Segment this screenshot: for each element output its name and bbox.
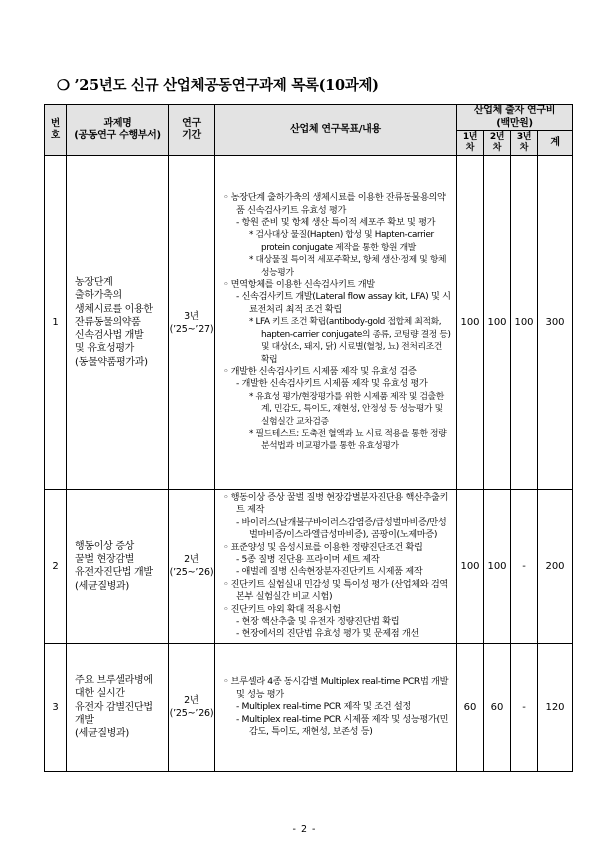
funding-total: 200 [538, 490, 573, 644]
header-funding-line1: 산업체 출자 연구비 [473, 105, 556, 116]
header-funding-line2: (백만원) [496, 117, 533, 129]
header-period [169, 105, 215, 156]
project-no: 2 [45, 490, 67, 644]
project-title [67, 643, 169, 771]
title-line: 생체시료를 이용한 [75, 303, 153, 315]
content-line: * 대상물질 특이적 세포주확보, 항체 생산·정제 및 항체 성능평가 [249, 255, 447, 278]
project-period [169, 490, 215, 644]
title-line: 출하가축의 [75, 290, 122, 302]
content-line: ◦ 행동이상 증상 꿀벌 질병 현장감별분자진단용 핵산추출키트 제작 [223, 492, 449, 516]
title-line: 농장단계 [75, 276, 113, 288]
content-line: * LFA 키트 조건 확립(antibody-gold 접합체 최적화, hapten-carrier conjugate의 종류, 코팅량 결정 등) 및 대상(소, 돼지, 닭) 시료별(혈청, 뇨) 전처리조건 확립 [249, 317, 451, 365]
content-line: - 애벌레 질병 신속현장분자진단키트 시제품 제작 [236, 566, 423, 578]
content-line: * 검사대상 물질(Hapten) 합성 및 Hapten-carrier protein conjugate 제작을 통한 항원 개발 [249, 230, 434, 253]
content-line: * 필드테스트: 도축전 혈액과 뇨 시료 적용을 통한 정량분석법과 비교평가를 통한 유효성평가 [249, 428, 447, 452]
header-year3: 3년차 [511, 131, 538, 156]
funding-year3: - [511, 643, 538, 771]
title-line: 신속검사법 개발 [75, 330, 144, 342]
content-line: ◦ 개발한 신속검사키트 시제품 제작 및 유효성 검증 [223, 365, 417, 377]
project-table [44, 104, 573, 772]
header-funding [457, 105, 573, 131]
content-line: ◦ 브루셀라 4종 동시감별 Multiplex real-time PCR법 개발 및 성능 평가 [223, 676, 449, 700]
content-line: - Multiplex real-time PCR 시제품 제작 및 성능평가(민감도, 특이도, 재현성, 보존성 등) [236, 713, 449, 737]
content-line: - 바이러스(날개불구바이러스감염증/급성벌마비증/만성벌마비증/이스라엘급성마비증), 곰팡이(노제마증) [236, 516, 447, 541]
funding-year3: - [511, 490, 538, 644]
period-years: 2년 [184, 554, 199, 566]
project-title [67, 156, 169, 490]
content-line: - Multiplex real-time PCR 제작 및 조건 설정 [236, 701, 411, 713]
title-line: (동물약품평가과) [75, 356, 148, 368]
period-range: (’25~’26) [169, 708, 214, 720]
project-content [215, 643, 457, 771]
period-range: (’25~’26) [169, 567, 214, 579]
title-line: 주요 브루셀라병에 [75, 675, 153, 687]
title-line: (세균질병과) [75, 580, 130, 592]
project-no: 1 [45, 156, 67, 490]
title-line: 잔류동물의약품 [75, 316, 141, 328]
funding-year1: 60 [457, 643, 484, 771]
header-content: 산업체 연구목표/내용 [215, 105, 457, 156]
title-line: 행동이상 증상 [75, 540, 135, 552]
title-line: 대한 실시간 [75, 688, 125, 700]
project-content [215, 156, 457, 490]
content-line: - 신속검사키트 개발(Lateral flow assay kit, LFA) 및 시료전처리 최적 조건 확립 [236, 291, 451, 315]
content-line: - 현장 핵산추출 및 유전자 정량진단법 확립 [236, 616, 400, 628]
table-row [45, 490, 573, 644]
header-title-line1: 과제명 [103, 117, 132, 129]
title-line: (세균질병과) [75, 728, 130, 740]
header-no: 번호 [45, 105, 67, 156]
content-line: ◦ 면역항체를 이용한 신속검사키트 개발 [223, 279, 375, 291]
funding-year2: 100 [484, 156, 511, 490]
project-period [169, 643, 215, 771]
header-period-line1: 연구 [182, 117, 201, 129]
header-year2: 2년차 [484, 131, 511, 156]
title-line: 꿀벌 현장감별 [75, 554, 135, 566]
funding-year2: 60 [484, 643, 511, 771]
content-line: - 항원 준비 및 항체 생산 특이적 세포주 확보 및 평가 [236, 217, 436, 229]
page-number: - 2 - [292, 824, 317, 835]
table-row [45, 156, 573, 490]
content-line: ◦ 농장단계 출하가축의 생체시료를 이용한 잔류동물용의약품 신속검사키트 유효성 평가 [223, 192, 446, 216]
header-period-line2: 기간 [182, 130, 201, 141]
funding-total: 300 [538, 156, 573, 490]
project-no: 3 [45, 643, 67, 771]
period-years: 3년 [184, 310, 199, 322]
header-total: 계 [538, 131, 573, 156]
title-line: 유전자 감별진단법 [75, 701, 153, 713]
header-title-line2: (공동연구 수행부서) [74, 130, 161, 141]
project-content [215, 490, 457, 644]
content-line: - 현장에서의 진단법 유효성 평가 및 문제점 개선 [236, 628, 419, 640]
header-title [67, 105, 169, 156]
funding-total: 120 [538, 643, 573, 771]
title-line: 및 유효성평가 [75, 343, 135, 355]
project-title [67, 490, 169, 644]
content-line: ◦ 표준양성 및 음성시료를 이용한 정량진단조건 확립 [223, 541, 423, 553]
funding-year1: 100 [457, 490, 484, 644]
header-year1: 1년차 [457, 131, 484, 156]
content-line: - 개발한 신속검사키트 시제품 제작 및 유효성 평가 [236, 378, 428, 390]
period-years: 2년 [184, 695, 199, 707]
table-row [45, 643, 573, 771]
content-line: ◦ 진단키트 실험실내 민감성 및 특이성 평가 (산업체와 검역본부 실험실간 비교 시험) [223, 578, 448, 603]
content-line: ◦ 진단키트 야외 확대 적용시험 [223, 603, 341, 615]
content-line: - 5종 질병 진단용 프라이머 세트 제작 [236, 554, 380, 566]
title-line: 개발 [75, 715, 94, 727]
title-line: 유전자진단법 개발 [75, 567, 153, 579]
project-period [169, 156, 215, 490]
content-line: * 유효성 평가/현장평가를 위한 시제품 제작 및 검출한계, 민감도, 특이도, 재현성, 안정성 등 성능평가 및 실험실간 교차검증 [249, 391, 444, 427]
period-range: (’25~’27) [169, 323, 214, 335]
page-title: ❍ ’25년도 신규 산업체공동연구과제 목록(10과제) [57, 77, 379, 94]
funding-year2: 100 [484, 490, 511, 644]
funding-year3: 100 [511, 156, 538, 490]
funding-year1: 100 [457, 156, 484, 490]
